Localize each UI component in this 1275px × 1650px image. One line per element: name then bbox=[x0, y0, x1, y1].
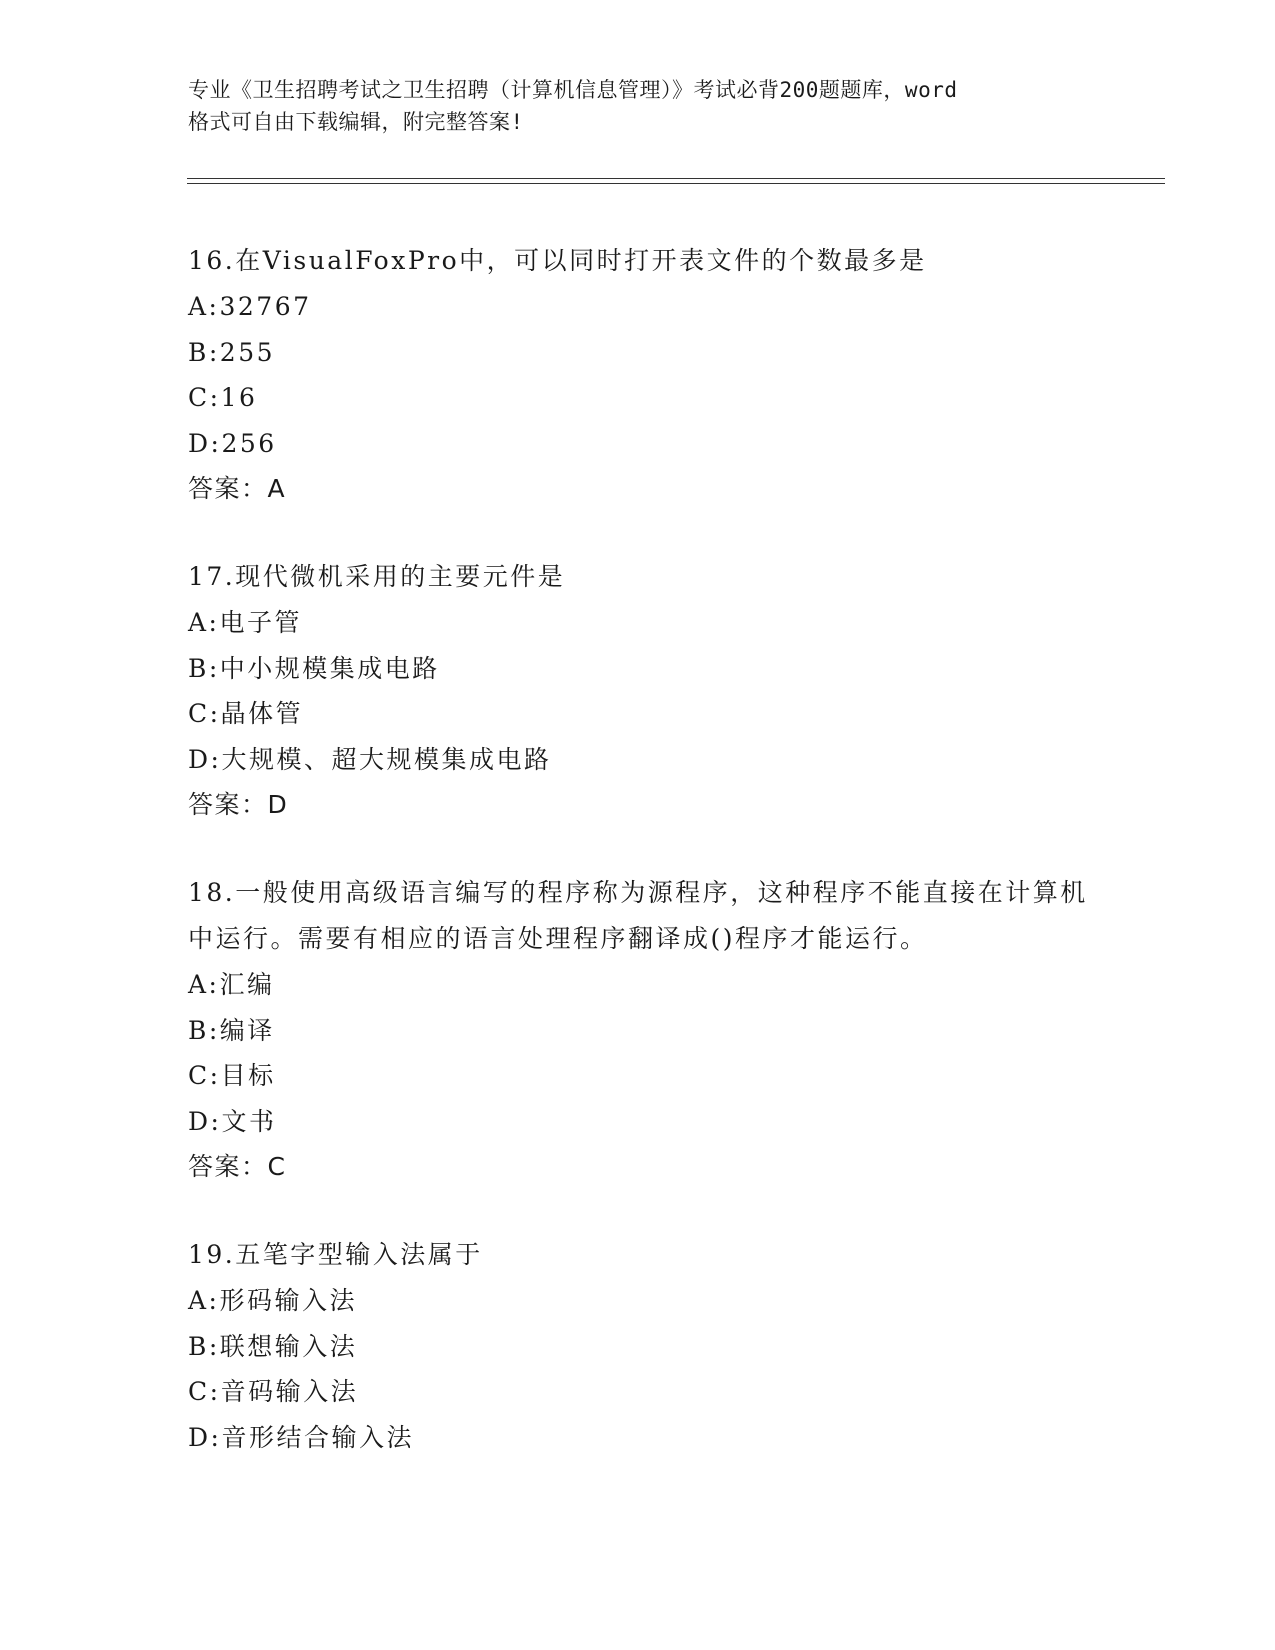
option-text: 音码输入法 bbox=[220, 1377, 359, 1406]
option-b bbox=[188, 1008, 1088, 1054]
option-c bbox=[188, 1369, 1088, 1415]
answer-line: 答案：A bbox=[188, 474, 287, 503]
option-letter: C: bbox=[188, 1377, 221, 1406]
option-a bbox=[188, 962, 1088, 1008]
header-divider-top bbox=[187, 178, 1165, 179]
option-letter: D: bbox=[188, 744, 222, 774]
option-letter: C: bbox=[188, 699, 221, 728]
option-c bbox=[188, 375, 1088, 421]
option-text: 大规模、超大规模集成电路 bbox=[221, 744, 552, 774]
option-b bbox=[188, 1324, 1088, 1370]
option-letter: A: bbox=[188, 970, 220, 999]
option-a bbox=[188, 284, 1088, 330]
question-text: 17.现代微机采用的主要元件是 bbox=[188, 562, 566, 591]
option-letter: B: bbox=[188, 1331, 220, 1361]
question-list bbox=[188, 238, 1088, 1503]
option-c bbox=[188, 691, 1088, 737]
option-text: 目标 bbox=[220, 1061, 276, 1090]
option-a bbox=[188, 1278, 1088, 1324]
answer-line: 答案：D bbox=[188, 790, 289, 819]
question-17 bbox=[188, 554, 1088, 827]
option-text: 中小规模集成电路 bbox=[219, 653, 440, 683]
option-letter: B: bbox=[188, 653, 220, 683]
question-text: 19.五笔字型输入法属于 bbox=[188, 1240, 483, 1269]
option-text: 编译 bbox=[219, 1015, 275, 1045]
question-text: 16.在VisualFoxPro中，可以同时打开表文件的个数最多是 bbox=[188, 246, 927, 275]
option-letter: D: bbox=[188, 428, 222, 458]
option-d bbox=[188, 1099, 1088, 1145]
option-letter: D: bbox=[188, 1422, 222, 1452]
option-letter: A: bbox=[188, 292, 220, 321]
question-text: 18.一般使用高级语言编写的程序称为源程序，这种程序不能直接在计算机中运行。需要有相应的语言处理程序翻译成()程序才能运行。 bbox=[188, 878, 1088, 953]
option-letter: A: bbox=[188, 1286, 220, 1315]
option-letter: B: bbox=[188, 337, 220, 367]
option-text: 电子管 bbox=[219, 608, 302, 637]
option-b bbox=[188, 330, 1088, 376]
option-text: 汇编 bbox=[219, 970, 275, 999]
option-letter: A: bbox=[188, 608, 220, 637]
option-text: 255 bbox=[219, 337, 276, 367]
answer-line: 答案：C bbox=[188, 1152, 287, 1181]
question-19 bbox=[188, 1232, 1088, 1460]
option-letter: D: bbox=[188, 1106, 222, 1136]
option-list bbox=[188, 1278, 1088, 1460]
header-divider-bottom bbox=[187, 183, 1165, 184]
header-line-1: 专业《卫生招聘考试之卫生招聘（计算机信息管理）》考试必背200题题库，word bbox=[188, 78, 958, 102]
option-text: 32767 bbox=[219, 292, 312, 321]
option-d bbox=[188, 737, 1088, 783]
option-letter: B: bbox=[188, 1015, 220, 1045]
option-text: 256 bbox=[221, 428, 277, 458]
option-list bbox=[188, 962, 1088, 1144]
question-18 bbox=[188, 870, 1088, 1189]
option-text: 16 bbox=[220, 383, 258, 412]
option-text: 文书 bbox=[221, 1106, 277, 1136]
option-a bbox=[188, 600, 1088, 646]
option-letter: C: bbox=[188, 383, 221, 412]
header-line-2: 格式可自由下载编辑，附完整答案! bbox=[188, 110, 524, 134]
option-text: 联想输入法 bbox=[219, 1331, 358, 1361]
option-d bbox=[188, 1415, 1088, 1461]
document-header bbox=[188, 74, 1088, 138]
option-b bbox=[188, 646, 1088, 692]
option-c bbox=[188, 1053, 1088, 1099]
option-text: 形码输入法 bbox=[219, 1286, 357, 1315]
option-letter: C: bbox=[188, 1061, 221, 1090]
option-d bbox=[188, 421, 1088, 467]
option-text: 晶体管 bbox=[220, 699, 304, 728]
option-list bbox=[188, 284, 1088, 466]
question-16 bbox=[188, 238, 1088, 511]
option-text: 音形结合输入法 bbox=[221, 1422, 414, 1452]
option-list bbox=[188, 600, 1088, 782]
